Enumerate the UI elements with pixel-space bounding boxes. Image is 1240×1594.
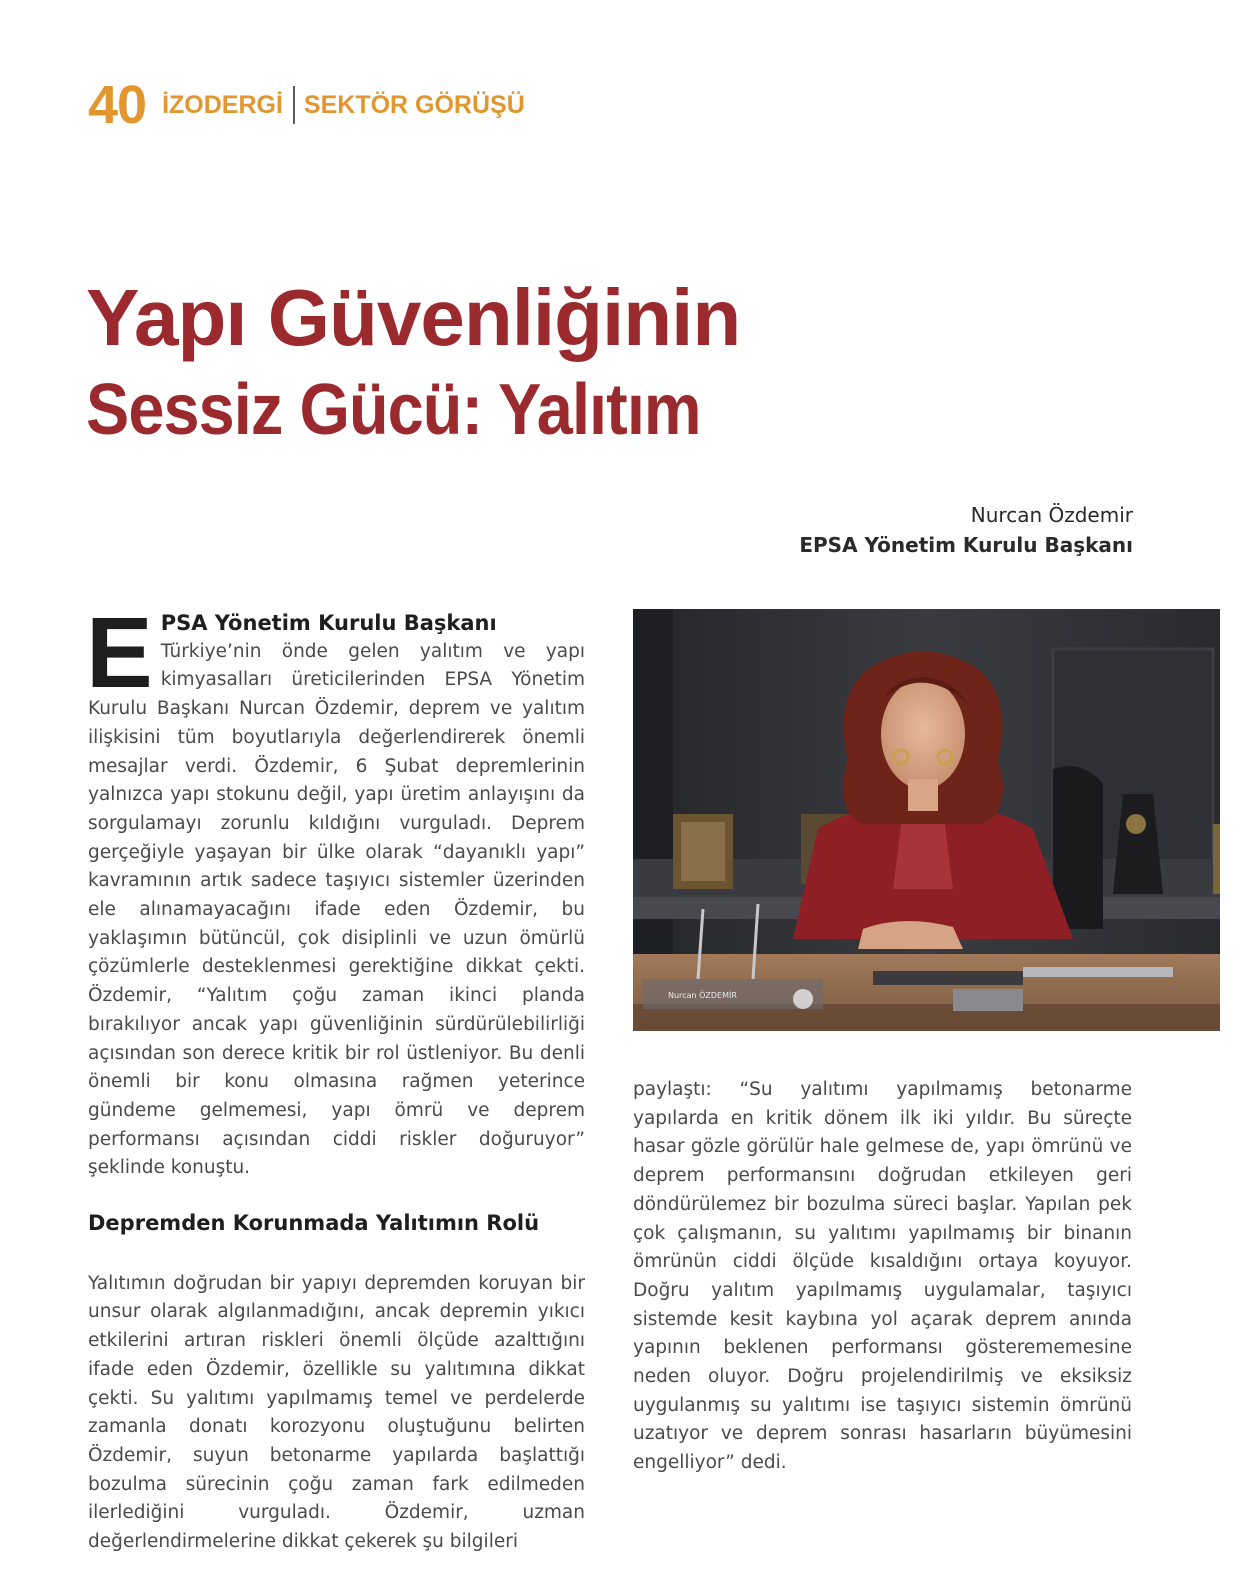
nameplate-text: Nurcan ÖZDEMİR xyxy=(668,991,737,1000)
drop-cap: E xyxy=(86,597,153,709)
office-portrait-illustration xyxy=(633,609,1220,1031)
article-column-right xyxy=(633,1076,1132,1478)
author-role: EPSA Yönetim Kurulu Başkanı xyxy=(799,533,1133,557)
section-heading: Depremden Korunmada Yalıtımın Rolü xyxy=(88,1211,540,1236)
header-divider xyxy=(293,86,295,124)
title-line-1: Yapı Güvenliğinin xyxy=(86,273,741,362)
paragraph-2: Yalıtımın doğrudan bir yapıyı depremden koruyan bir unsur olarak algılanmadığını, ancak depremin yıkıcı etkilerini artıran riskleri önemli ölçüde azalttığını ifade eden Özdemir, özellikle su yalıtımına dikkat çekti. Su yalıtımı yapılmamış temel ve perdelerde zamanla donatı korozyonu oluştuğunu belirten Özdemir, suyun betonarme yapılarda başlattığı bozulma sürecinin çoğu zaman fark edilmeden ilerlediğini vurguladı. Özdemir, uzman değerlendirmelerine dikkat çekerek şu bilgileri xyxy=(88,1272,585,1553)
magazine-name: İZODERGİ xyxy=(162,90,283,119)
portrait-photo xyxy=(633,609,1220,1031)
lead-paragraph xyxy=(86,597,585,1183)
author-name: Nurcan Özdemir xyxy=(970,503,1133,527)
page-number: 40 xyxy=(88,75,147,135)
title-line-2: Sessiz Gücü: Yalıtım xyxy=(86,370,701,450)
paragraph-1: Türkiye’nin önde gelen yalıtım ve yapı kimyasalları üreticilerinden EPSA Yönetim Kurulu Başkanı Nurcan Özdemir, deprem ve yalıtım ilişkisini tüm boyutlarıyla değerlendirerek önemli mesajlar verdi. Özdemir, 6 Şubat depremlerinin yalnızca yapı stokunu değil, yapı üretim anlayışını da sorgulamayı zorunlu kıldığını vurguladı. Deprem gerçeğiyle yaşayan bir ülke olarak “dayanıklı yapı” kavramının artık sadece taşıyıcı sistemler üzerinden ele alınamayacağını ifade eden Özdemir, bu yaklaşımın bütüncül, çok disiplinli ve uzun ömürlü çözümlerle desteklenmesi gerektiğine dikkat çekti. Özdemir, “Yalıtım çoğu zaman ikinci planda bırakılıyor ancak yapı güvenliğinin sürdürülebilirliği açısından son derece kritik bir rol üstleniyor. Bu denli önemli bir konu olmasına rağmen yeterince gündeme gelmemesi, yapı ömrü ve deprem performansı açısından ciddi riskler doğuruyor” şeklinde konuştu. xyxy=(88,640,585,1179)
section-name: SEKTÖR GÖRÜŞÜ xyxy=(303,90,525,119)
article-column-left xyxy=(86,597,585,1557)
author-block xyxy=(799,500,1133,560)
paragraph-3: paylaştı: “Su yalıtımı yapılmamış betonarme yapılarda en kritik dönem ilk iki yıldır. Bu süreçte hasar gözle görülür hale gelmese de, yapı ömrünü ve deprem performansını doğrudan etkileyen geri döndürülemez bir bozulma süreci başlar. Yapılan pek çok çalışmanın, su yalıtımı yapılmamış bir binanın ömrünün ciddi ölçüde kısaldığını ortaya koyuyor. Doğru yalıtım yapılmamış uygulamalar, taşıyıcı sistemde kesit kaybına yol açarak deprem anında yapının beklenen performansı gösterememesine neden oluyor. Doğru projelendirilmiş ve eksiksiz uygulanmış su yalıtımı ise taşıyıcı sistemin ömrünü uzatıyor ve deprem sonrası hasarların büyümesini engelliyor” dedi. xyxy=(633,1079,1132,1474)
lead-heading: PSA Yönetim Kurulu Başkanı xyxy=(160,611,497,635)
